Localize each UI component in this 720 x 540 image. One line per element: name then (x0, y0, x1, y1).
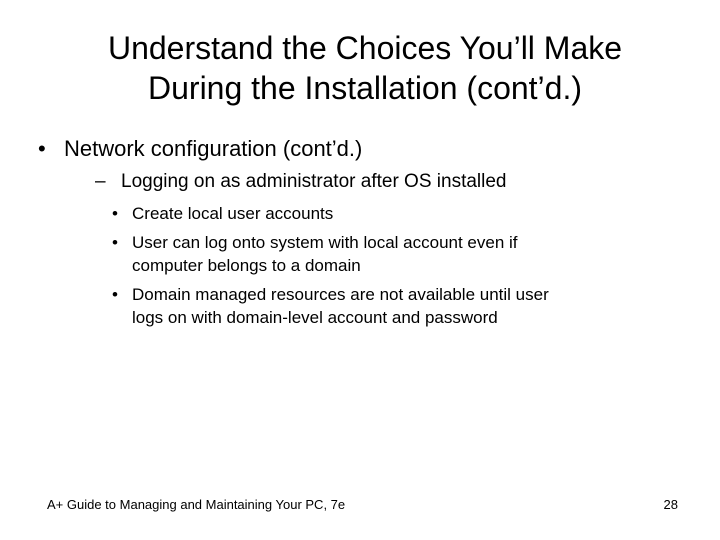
footer-page-number: 28 (663, 497, 678, 512)
bullet-level-3-item (112, 231, 692, 277)
bullet-list-level-3 (112, 202, 692, 335)
bullet-level-3-item (112, 202, 692, 225)
bullet-marker-level-2: – (95, 171, 106, 192)
bullet-marker-level-1: • (38, 136, 46, 161)
bullet-level-2 (95, 169, 507, 195)
bullet-text-level-2: Logging on as administrator after OS installed (121, 171, 507, 192)
footer-book-title: A+ Guide to Managing and Maintaining Your PC, 7e (47, 497, 346, 512)
bullet-level-1 (38, 135, 362, 163)
bullet-marker-level-3: • (112, 233, 118, 252)
slide-title (60, 28, 670, 108)
bullet-marker-level-3: • (112, 204, 118, 223)
slide-title-line-2: During the Installation (cont’d.) (148, 70, 582, 106)
bullet-level-3-item (112, 283, 692, 329)
bullet-text-line: User can log onto system with local account even if (132, 233, 518, 252)
bullet-text-line: Domain managed resources are not available until user (132, 285, 549, 304)
bullet-marker-level-3: • (112, 285, 118, 304)
bullet-text-line: logs on with domain-level account and password (132, 308, 498, 327)
bullet-text-line: Create local user accounts (132, 204, 334, 223)
bullet-text-line: computer belongs to a domain (132, 256, 361, 275)
bullet-text-level-1: Network configuration (cont’d.) (64, 136, 363, 161)
slide-title-line-1: Understand the Choices You’ll Make (107, 30, 623, 66)
